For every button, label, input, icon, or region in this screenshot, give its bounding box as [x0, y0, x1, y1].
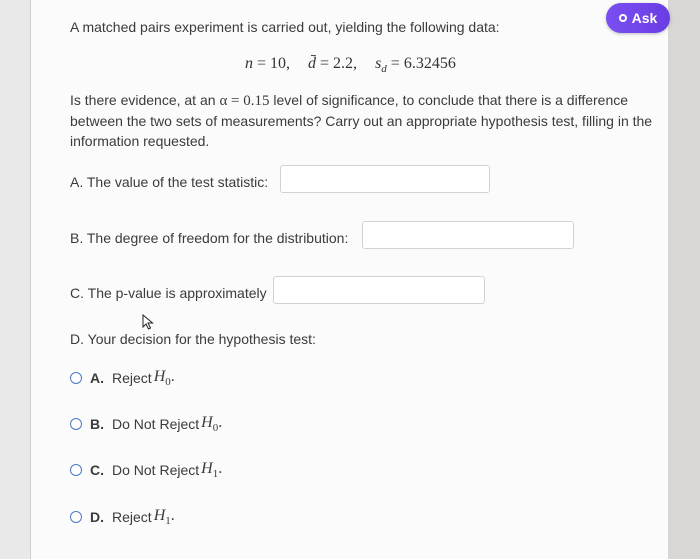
radio-button[interactable]: [70, 418, 82, 430]
radio-button[interactable]: [70, 511, 82, 523]
hypothesis-symbol: $H_1$.: [201, 460, 223, 481]
question-part2: level of significance, to conclude that there is a difference between the two sets of measurements? Carry out an appropriate hypothesis test, filling in the information requested.: [70, 92, 653, 149]
mouse-cursor-icon: [142, 314, 154, 330]
problem-intro: A matched pairs experiment is carried out, yielding the following data:: [70, 19, 500, 35]
part-b-label: B. The degree of freedom for the distribution:: [70, 230, 349, 246]
given-data-formula: [245, 55, 456, 75]
option-do-not-reject-h1[interactable]: [70, 460, 222, 480]
p-value-input[interactable]: [273, 276, 485, 304]
question-part1: Is there evidence, at an: [70, 92, 220, 108]
radio-button[interactable]: [70, 464, 82, 476]
alpha-value: α = 0.15: [219, 93, 270, 109]
test-statistic-input[interactable]: [280, 165, 490, 193]
question-text: [70, 90, 665, 151]
sd-subscript: d: [381, 63, 387, 76]
ask-button[interactable]: [606, 3, 670, 33]
option-text: Do Not Reject: [112, 416, 200, 433]
option-letter: A.: [90, 370, 104, 387]
option-letter: C.: [90, 462, 104, 479]
ask-button-label: Ask: [631, 10, 658, 26]
option-reject-h1[interactable]: [70, 507, 175, 527]
option-letter: D.: [90, 509, 104, 526]
d-bar-value: = 2.2,: [320, 55, 358, 72]
sd-value: = 6.32456: [390, 55, 456, 72]
option-text: Reject: [112, 509, 152, 526]
radio-button[interactable]: [70, 372, 82, 384]
n-value: = 10,: [257, 55, 291, 72]
hypothesis-symbol: $H_0$.: [153, 368, 175, 389]
option-reject-h0[interactable]: [70, 368, 175, 388]
degrees-of-freedom-input[interactable]: [362, 221, 574, 249]
right-background: [668, 0, 700, 559]
hypothesis-symbol: $H_0$.: [201, 414, 223, 435]
part-d-label: D. Your decision for the hypothesis test:: [70, 331, 316, 347]
background-window-strip: [0, 0, 31, 559]
hypothesis-symbol: $H_1$.: [153, 507, 175, 528]
option-text: Do Not Reject: [112, 462, 200, 479]
option-do-not-reject-h0[interactable]: [70, 414, 222, 434]
sd-symbol: s: [375, 55, 382, 72]
part-a-label: A. The value of the test statistic:: [70, 174, 269, 190]
n-symbol: n: [245, 55, 253, 72]
option-text: Reject: [112, 370, 152, 387]
part-c-label: C. The p-value is approximately: [70, 285, 267, 301]
circle-dot-icon: [619, 14, 627, 22]
d-bar-symbol: d̄: [308, 55, 317, 72]
option-letter: B.: [90, 416, 104, 433]
